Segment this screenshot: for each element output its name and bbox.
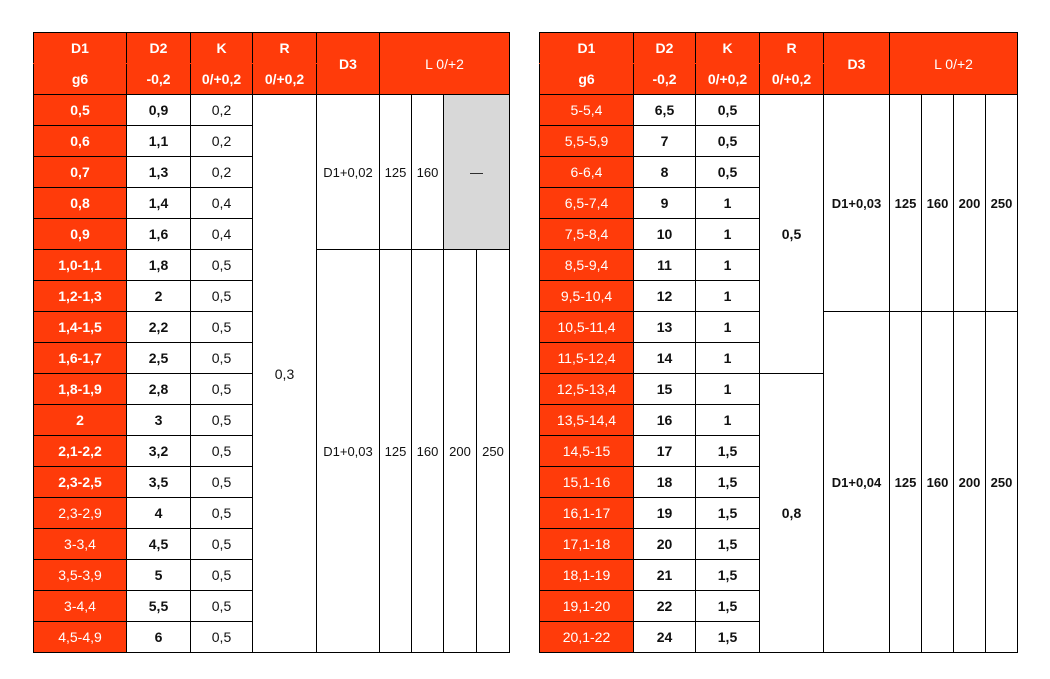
r-cell: 0,3 bbox=[253, 95, 317, 653]
k-cell: 0,5 bbox=[191, 560, 253, 591]
k-cell: 1,5 bbox=[696, 467, 760, 498]
d2-cell: 4,5 bbox=[127, 529, 191, 560]
d1-cell: 5-5,4 bbox=[540, 95, 634, 126]
l-cell: 200 bbox=[954, 95, 986, 312]
header-r-tolerance: 0/+0,2 bbox=[760, 64, 824, 95]
d1-cell: 17,1-18 bbox=[540, 529, 634, 560]
header-k: K bbox=[191, 33, 253, 64]
k-cell: 0,2 bbox=[191, 157, 253, 188]
d2-cell: 22 bbox=[634, 591, 696, 622]
d1-cell: 1,0-1,1 bbox=[34, 250, 127, 281]
d1-cell: 1,2-1,3 bbox=[34, 281, 127, 312]
d2-cell: 6,5 bbox=[634, 95, 696, 126]
d3-cell: D1+0,02 bbox=[317, 95, 380, 250]
d2-cell: 3 bbox=[127, 405, 191, 436]
l-cell: 250 bbox=[477, 250, 510, 653]
d1-cell: 1,8-1,9 bbox=[34, 374, 127, 405]
d1-cell: 0,9 bbox=[34, 219, 127, 250]
d2-cell: 18 bbox=[634, 467, 696, 498]
d2-cell: 9 bbox=[634, 188, 696, 219]
d1-cell: 0,6 bbox=[34, 126, 127, 157]
d1-cell: 13,5-14,4 bbox=[540, 405, 634, 436]
header-l: L 0/+2 bbox=[890, 33, 1018, 95]
d1-cell: 6-6,4 bbox=[540, 157, 634, 188]
k-cell: 1,5 bbox=[696, 591, 760, 622]
k-cell: 0,5 bbox=[191, 312, 253, 343]
r-cell: 0,5 bbox=[760, 95, 824, 374]
d1-cell: 18,1-19 bbox=[540, 560, 634, 591]
k-cell: 0,5 bbox=[191, 405, 253, 436]
d2-cell: 13 bbox=[634, 312, 696, 343]
k-cell: 0,5 bbox=[191, 250, 253, 281]
k-cell: 1 bbox=[696, 250, 760, 281]
l-cell: 160 bbox=[412, 95, 444, 250]
header-l: L 0/+2 bbox=[380, 33, 510, 95]
d2-cell: 2,5 bbox=[127, 343, 191, 374]
d1-cell: 20,1-22 bbox=[540, 622, 634, 653]
d3-cell: D1+0,03 bbox=[824, 95, 890, 312]
d1-cell: 19,1-20 bbox=[540, 591, 634, 622]
d1-cell: 15,1-16 bbox=[540, 467, 634, 498]
d1-cell: 3,5-3,9 bbox=[34, 560, 127, 591]
d1-cell: 5,5-5,9 bbox=[540, 126, 634, 157]
k-cell: 0,5 bbox=[191, 467, 253, 498]
d2-cell: 1,8 bbox=[127, 250, 191, 281]
d2-cell: 1,4 bbox=[127, 188, 191, 219]
header-d2-tolerance: -0,2 bbox=[127, 64, 191, 95]
d2-cell: 5 bbox=[127, 560, 191, 591]
d1-cell: 0,7 bbox=[34, 157, 127, 188]
d1-cell: 4,5-4,9 bbox=[34, 622, 127, 653]
d1-cell: 2 bbox=[34, 405, 127, 436]
d2-cell: 2,8 bbox=[127, 374, 191, 405]
d2-cell: 2,2 bbox=[127, 312, 191, 343]
r-cell: 0,8 bbox=[760, 374, 824, 653]
dash-mark: — bbox=[470, 165, 484, 180]
d2-cell: 2 bbox=[127, 281, 191, 312]
d1-cell: 1,6-1,7 bbox=[34, 343, 127, 374]
d2-cell: 16 bbox=[634, 405, 696, 436]
d1-cell: 2,3-2,5 bbox=[34, 467, 127, 498]
k-cell: 0,5 bbox=[191, 498, 253, 529]
header-k-tolerance: 0/+0,2 bbox=[696, 64, 760, 95]
k-cell: 1 bbox=[696, 374, 760, 405]
k-cell: 1 bbox=[696, 343, 760, 374]
k-cell: 0,5 bbox=[191, 343, 253, 374]
header-d2: D2 bbox=[127, 33, 191, 64]
k-cell: 0,5 bbox=[191, 374, 253, 405]
d1-cell: 16,1-17 bbox=[540, 498, 634, 529]
d2-cell: 0,9 bbox=[127, 95, 191, 126]
k-cell: 1,5 bbox=[696, 529, 760, 560]
d2-cell: 4 bbox=[127, 498, 191, 529]
l-cell: 250 bbox=[986, 95, 1018, 312]
k-cell: 0,5 bbox=[191, 591, 253, 622]
k-cell: 1 bbox=[696, 281, 760, 312]
header-d1: D1 bbox=[540, 33, 634, 64]
k-cell: 0,4 bbox=[191, 188, 253, 219]
d1-cell: 3-4,4 bbox=[34, 591, 127, 622]
d3-cell: D1+0,03 bbox=[317, 250, 380, 653]
d1-cell: 3-3,4 bbox=[34, 529, 127, 560]
left-spec-table bbox=[33, 32, 510, 653]
d1-cell: 14,5-15 bbox=[540, 436, 634, 467]
l-cell: 160 bbox=[922, 95, 954, 312]
d2-cell: 8 bbox=[634, 157, 696, 188]
d1-cell: 6,5-7,4 bbox=[540, 188, 634, 219]
d1-cell: 11,5-12,4 bbox=[540, 343, 634, 374]
k-cell: 1,5 bbox=[696, 436, 760, 467]
d2-cell: 19 bbox=[634, 498, 696, 529]
k-cell: 1,5 bbox=[696, 498, 760, 529]
d2-cell: 20 bbox=[634, 529, 696, 560]
header-d3: D3 bbox=[317, 33, 380, 95]
d2-cell: 24 bbox=[634, 622, 696, 653]
l-cell: 160 bbox=[922, 312, 954, 653]
d1-cell: 2,1-2,2 bbox=[34, 436, 127, 467]
l-cell: 250 bbox=[986, 312, 1018, 653]
l-cell-empty bbox=[444, 95, 510, 250]
d1-cell: 7,5-8,4 bbox=[540, 219, 634, 250]
k-cell: 1 bbox=[696, 312, 760, 343]
l-cell: 160 bbox=[412, 250, 444, 653]
k-cell: 0,5 bbox=[696, 126, 760, 157]
k-cell: 0,5 bbox=[191, 281, 253, 312]
d1-cell: 9,5-10,4 bbox=[540, 281, 634, 312]
header-d2: D2 bbox=[634, 33, 696, 64]
l-cell: 125 bbox=[380, 95, 412, 250]
d1-cell: 0,8 bbox=[34, 188, 127, 219]
d2-cell: 5,5 bbox=[127, 591, 191, 622]
l-cell: 200 bbox=[444, 250, 477, 653]
d2-cell: 15 bbox=[634, 374, 696, 405]
right-spec-table bbox=[539, 32, 1018, 653]
d1-cell: 0,5 bbox=[34, 95, 127, 126]
d2-cell: 12 bbox=[634, 281, 696, 312]
k-cell: 0,5 bbox=[191, 436, 253, 467]
d2-cell: 1,1 bbox=[127, 126, 191, 157]
k-cell: 0,5 bbox=[191, 529, 253, 560]
header-d1: D1 bbox=[34, 33, 127, 64]
table-row bbox=[540, 95, 1018, 126]
k-cell: 1,5 bbox=[696, 560, 760, 591]
d2-cell: 14 bbox=[634, 343, 696, 374]
l-cell: 125 bbox=[890, 312, 922, 653]
k-cell: 0,5 bbox=[696, 95, 760, 126]
d1-cell: 10,5-11,4 bbox=[540, 312, 634, 343]
d2-cell: 1,3 bbox=[127, 157, 191, 188]
k-cell: 1 bbox=[696, 188, 760, 219]
k-cell: 1 bbox=[696, 219, 760, 250]
header-r: R bbox=[253, 33, 317, 64]
d2-cell: 7 bbox=[634, 126, 696, 157]
k-cell: 0,2 bbox=[191, 126, 253, 157]
l-cell: 200 bbox=[954, 312, 986, 653]
header-r: R bbox=[760, 33, 824, 64]
k-cell: 0,5 bbox=[696, 157, 760, 188]
d2-cell: 1,6 bbox=[127, 219, 191, 250]
d2-cell: 17 bbox=[634, 436, 696, 467]
d2-cell: 3,5 bbox=[127, 467, 191, 498]
l-cell: 125 bbox=[890, 95, 922, 312]
d3-cell: D1+0,04 bbox=[824, 312, 890, 653]
k-cell: 0,5 bbox=[191, 622, 253, 653]
d2-cell: 10 bbox=[634, 219, 696, 250]
k-cell: 1 bbox=[696, 405, 760, 436]
d1-cell: 2,3-2,9 bbox=[34, 498, 127, 529]
table-row bbox=[34, 95, 510, 126]
d2-cell: 21 bbox=[634, 560, 696, 591]
d2-cell: 6 bbox=[127, 622, 191, 653]
k-cell: 1,5 bbox=[696, 622, 760, 653]
d1-cell: 1,4-1,5 bbox=[34, 312, 127, 343]
header-r-tolerance: 0/+0,2 bbox=[253, 64, 317, 95]
d1-cell: 8,5-9,4 bbox=[540, 250, 634, 281]
header-d1-tolerance: g6 bbox=[540, 64, 634, 95]
header-k-tolerance: 0/+0,2 bbox=[191, 64, 253, 95]
d2-cell: 3,2 bbox=[127, 436, 191, 467]
k-cell: 0,2 bbox=[191, 95, 253, 126]
header-k: K bbox=[696, 33, 760, 64]
d2-cell: 11 bbox=[634, 250, 696, 281]
d1-cell: 12,5-13,4 bbox=[540, 374, 634, 405]
k-cell: 0,4 bbox=[191, 219, 253, 250]
header-d3: D3 bbox=[824, 33, 890, 95]
l-cell: 125 bbox=[380, 250, 412, 653]
header-d2-tolerance: -0,2 bbox=[634, 64, 696, 95]
header-d1-tolerance: g6 bbox=[34, 64, 127, 95]
